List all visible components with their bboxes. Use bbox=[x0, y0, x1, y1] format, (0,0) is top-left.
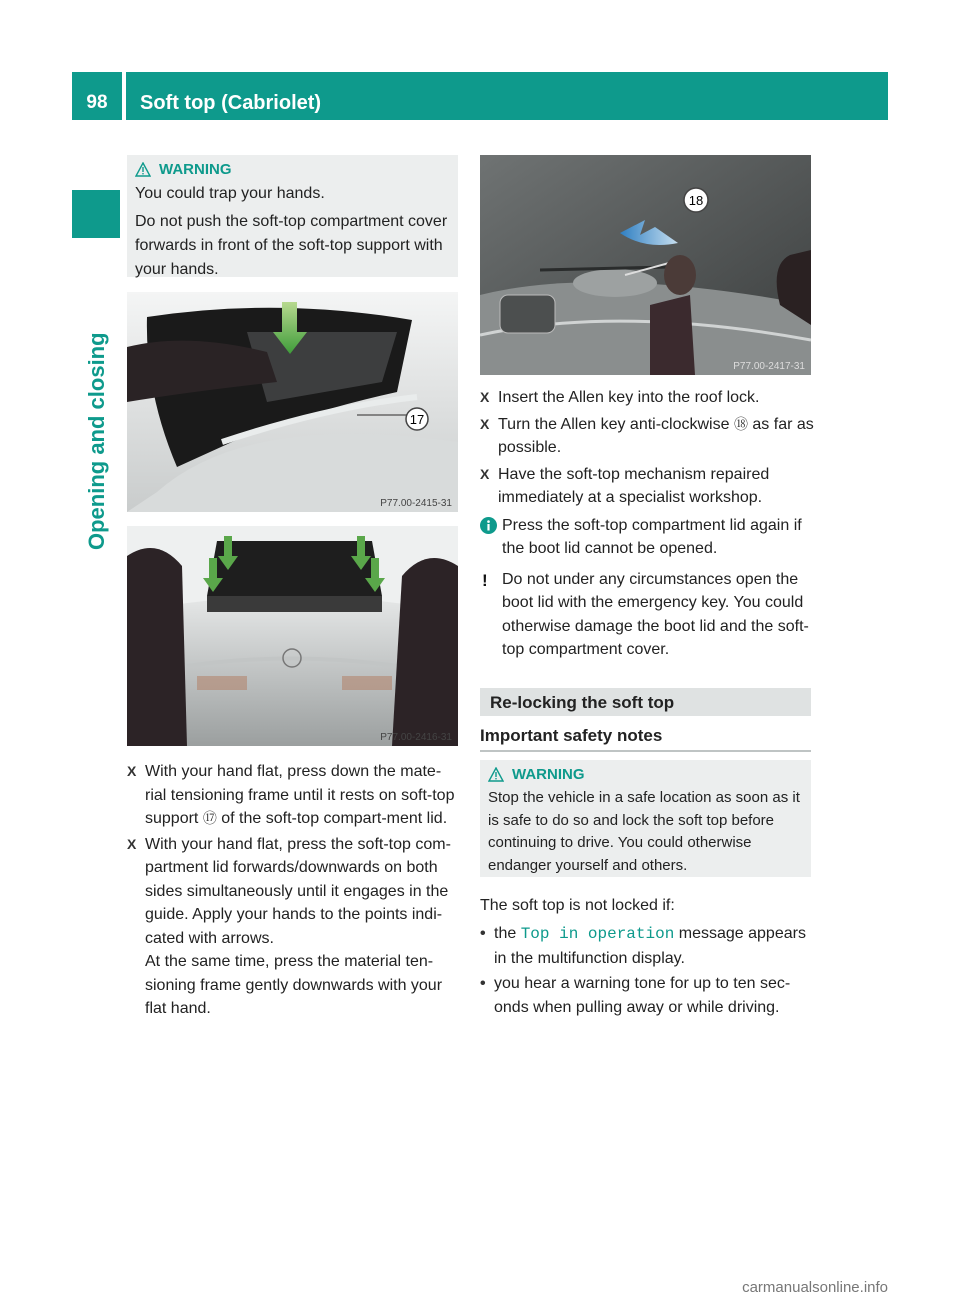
illustration-press-compartment-lid bbox=[127, 526, 458, 746]
step-arrow-icon: X bbox=[480, 389, 490, 405]
watermark: carmanualsonline.info bbox=[742, 1279, 888, 1296]
callout-17: 17 bbox=[409, 412, 425, 427]
section-heading: Re-locking the soft top bbox=[490, 693, 675, 712]
list-item bbox=[480, 922, 814, 970]
warning-heading bbox=[135, 161, 448, 178]
sidebar-chapter bbox=[78, 250, 114, 550]
header-separator bbox=[122, 72, 126, 120]
step-text-continued: At the same time, press the material ten-sioning frame gently downwards with your flat hand. bbox=[145, 953, 443, 1017]
list-text: you hear a warning tone for up to ten sec-onds when pulling away or while driving. bbox=[494, 975, 791, 1016]
left-steps bbox=[127, 760, 460, 1021]
warning-title: WARNING bbox=[159, 161, 232, 178]
step-arrow-icon: X bbox=[480, 415, 490, 432]
info-note bbox=[480, 514, 814, 561]
bullet-icon: • bbox=[480, 975, 486, 992]
illustration-soft-top-support bbox=[127, 292, 458, 512]
warning-box-left bbox=[127, 155, 458, 277]
page-title: Soft top (Cabriolet) bbox=[140, 92, 322, 114]
step-text: Have the soft-top mechanism repaired immediately at a specialist workshop. bbox=[498, 465, 770, 506]
bullet-icon: • bbox=[480, 925, 486, 942]
step-arrow-icon: X bbox=[480, 465, 490, 482]
intro-text: The soft top is not locked if: bbox=[480, 897, 675, 914]
callout-ref-18: ⑱ bbox=[733, 415, 748, 432]
list-text: message appears in the multifunction display. bbox=[494, 925, 806, 967]
step-arrow-icon: X bbox=[127, 835, 137, 852]
info-note-text: Press the soft-top compartment lid again if the boot lid cannot be opened. bbox=[502, 516, 802, 557]
caution-note bbox=[480, 568, 814, 662]
image-code: P77.00-2415-31 bbox=[380, 498, 452, 509]
section-heading-bar bbox=[480, 688, 811, 716]
subsection-rule bbox=[480, 750, 811, 752]
display-message-code: Top in operation bbox=[520, 925, 675, 943]
illustration-allen-key-roof-lock bbox=[480, 155, 811, 375]
step-text: Insert the Allen key into the roof lock. bbox=[498, 389, 760, 406]
image-code: P77.00-2416-31 bbox=[380, 732, 452, 743]
info-icon bbox=[480, 517, 497, 542]
step-text: Turn the Allen key anti-clockwise bbox=[498, 415, 734, 433]
subsection-heading: Important safety notes bbox=[480, 726, 663, 745]
step-item bbox=[480, 463, 814, 510]
warning-triangle-icon bbox=[135, 162, 151, 177]
step-item bbox=[127, 833, 460, 1021]
step-text: With your hand flat, press the soft-top com-partment lid forwards/downwards on both sides simultaneously until it engages in the guide. Apply your hands to the points indi-cated with arrows. bbox=[145, 835, 451, 947]
sidebar-chapter-label: Opening and closing bbox=[84, 332, 109, 550]
step-item bbox=[480, 386, 814, 410]
exclamation-icon: ! bbox=[482, 570, 488, 590]
right-steps bbox=[480, 386, 814, 662]
warning-title: WARNING bbox=[512, 766, 585, 783]
not-locked-list bbox=[480, 894, 814, 1019]
step-text: as far as possible. bbox=[498, 415, 814, 456]
warning-text: Stop the vehicle in a safe location as soon as it is safe to do so and lock the soft top before continuing to drive. You could otherwise endanger yourself and others. bbox=[488, 789, 800, 874]
warning-triangle-icon bbox=[488, 767, 504, 782]
step-text: With your hand flat, press down the mate-rial tensioning frame until it rests on soft-top support bbox=[145, 763, 455, 827]
image-code: P77.00-2417-31 bbox=[733, 361, 805, 372]
callout-18: 18 bbox=[688, 193, 704, 208]
step-arrow-icon: X bbox=[127, 763, 137, 779]
sidebar-marker bbox=[72, 190, 120, 238]
list-item bbox=[480, 972, 814, 1019]
warning-heading bbox=[488, 766, 801, 783]
step-item bbox=[127, 760, 460, 831]
warning-box-right bbox=[480, 760, 811, 877]
list-text: the bbox=[494, 925, 521, 942]
warning-line: Do not push the soft-top compartment cover forwards in front of the soft-top support with your hands. bbox=[135, 213, 448, 278]
page-number: 98 bbox=[86, 92, 108, 113]
step-item bbox=[480, 413, 814, 460]
callout-ref-17: ⑰ bbox=[202, 810, 217, 826]
step-text: of the soft-top compart-ment lid. bbox=[216, 810, 448, 827]
caution-note-text: Do not under any circumstances open the boot lid with the emergency key. You could otherwise damage the boot lid and the soft-top compartment cover. bbox=[502, 570, 809, 658]
warning-line: You could trap your hands. bbox=[135, 185, 325, 202]
